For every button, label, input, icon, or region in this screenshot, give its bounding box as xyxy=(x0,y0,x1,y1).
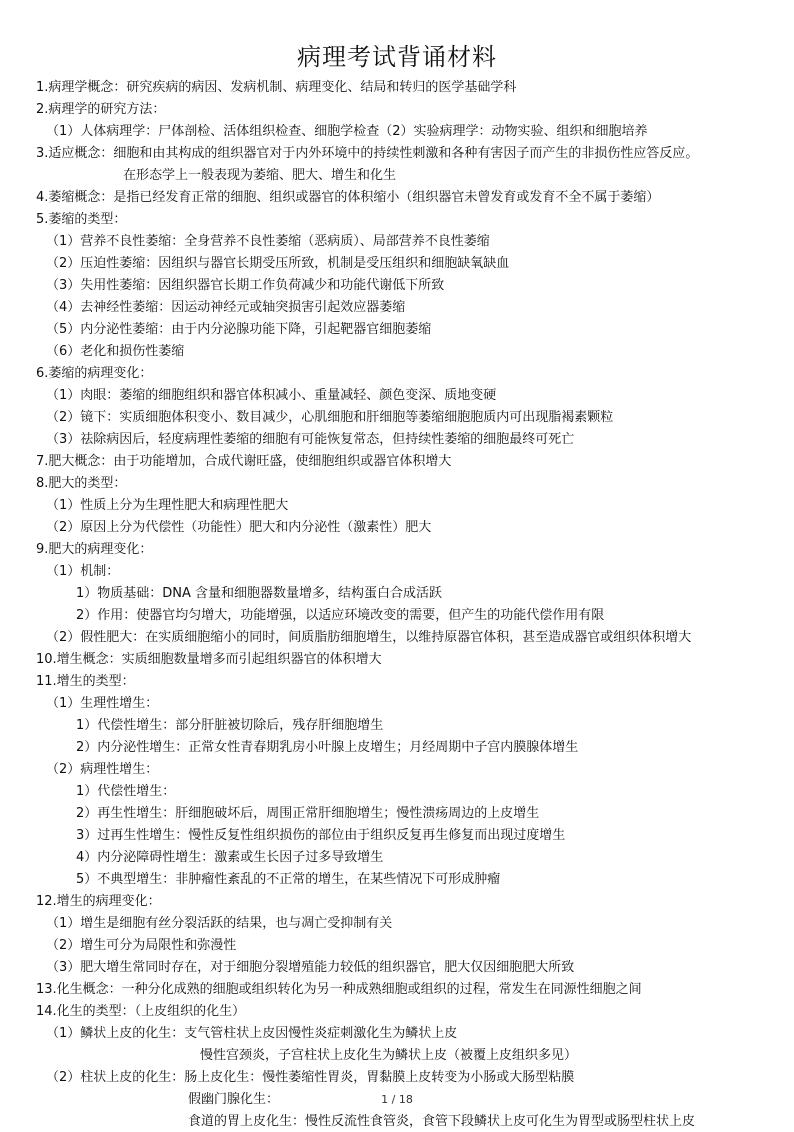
text-line: 在形态学上一般表现为萎缩、肥大、增生和化生 xyxy=(123,168,397,183)
text-line: 2.病理学的研究方法： xyxy=(36,102,166,117)
page-title: 病理考试背诵材料 xyxy=(297,43,497,71)
text-line: （5）内分泌性萎缩：由于内分泌腺功能下降，引起靶器官细胞萎缩 xyxy=(46,322,432,337)
text-line: （1）人体病理学：尸体剖检、活体组织检查、细胞学检查（2）实验病理学：动物实验、组织和细胞培养 xyxy=(46,124,648,139)
text-line: （3）失用性萎缩：因组织器官长期工作负荷减少和功能代谢低下所致 xyxy=(46,278,445,293)
text-line: 1）物质基础：DNA 含量和细胞器数量增多，结构蛋白合成活跃 xyxy=(76,586,443,601)
text-line: （2）假性肥大：在实质细胞缩小的同时，间质脂肪细胞增生，以维持原器官体积，甚至造成器官或组织体积增大 xyxy=(46,630,692,645)
text-line: （1）营养不良性萎缩：全身营养不良性萎缩（恶病质）、局部营养不良性萎缩 xyxy=(46,234,490,249)
text-line: 1）代偿性增生：部分肝脏被切除后，残存肝细胞增生 xyxy=(76,718,384,733)
text-line: （3）肥大增生常同时存在，对于细胞分裂增殖能力较低的组织器官，肥大仅因细胞肥大所致 xyxy=(46,960,575,975)
text-line: 3.适应概念：细胞和由其构成的组织器官对于内外环境中的持续性刺激和各种有害因子而产生的非损伤性应答反应。 xyxy=(36,146,699,161)
text-line: 7.肥大概念：由于功能增加，合成代谢旺盛，使细胞组织或器官体积增大 xyxy=(36,454,452,469)
text-line: （1）生理性增生： xyxy=(46,696,159,711)
text-line: （1）增生是细胞有丝分裂活跃的结果，也与凋亡受抑制有关 xyxy=(46,916,393,931)
text-line: 9.肥大的病理变化： xyxy=(36,542,153,557)
text-line: （3）祛除病因后，轻度病理性萎缩的细胞有可能恢复常态，但持续性萎缩的细胞最终可死亡 xyxy=(46,432,575,447)
text-line: 慢性宫颈炎，子宫柱状上皮化生为鳞状上皮（被覆上皮组织多见） xyxy=(200,1048,578,1063)
text-line: 2）内分泌性增生：正常女性青春期乳房小叶腺上皮增生；月经周期中子宫内膜腺体增生 xyxy=(76,740,579,755)
text-line: 1.病理学概念：研究疾病的病因、发病机制、病理变化、结局和转归的医学基础学科 xyxy=(36,80,517,95)
text-line: （1）肉眼：萎缩的细胞组织和器官体积减小、重量减轻、颜色变深、质地变硬 xyxy=(46,388,497,403)
text-line: 2）再生性增生：肝细胞破坏后，周围正常肝细胞增生；慢性溃疡周边的上皮增生 xyxy=(76,806,540,821)
text-line: （2）增生可分为局限性和弥漫性 xyxy=(46,938,237,953)
page-number: 1 / 18 xyxy=(381,1093,413,1106)
text-line: （2）病理性增生： xyxy=(46,762,159,777)
text-line: （6）老化和损伤性萎缩 xyxy=(46,344,185,359)
text-line: 11.增生的类型： xyxy=(36,674,135,689)
text-line: 14.化生的类型：（上皮组织的化生） xyxy=(36,1004,246,1019)
text-line: 8.肥大的类型： xyxy=(36,476,127,491)
text-line: （2）柱状上皮的化生：肠上皮化生：慢性萎缩性胃炎，胃黏膜上皮转变为小肠或大肠型粘膜 xyxy=(46,1070,575,1085)
text-line: 1）代偿性增生： xyxy=(76,784,176,799)
text-line: 13.化生概念：一种分化成熟的细胞或组织转化为另一种成熟细胞或组织的过程，常发生在同源性细胞之间 xyxy=(36,982,642,997)
text-line: （4）去神经性萎缩：因运动神经元或轴突损害引起效应器萎缩 xyxy=(46,300,406,315)
text-line: （2）压迫性萎缩：因组织与器官长期受压所致，机制是受压组织和细胞缺氧缺血 xyxy=(46,256,510,271)
text-line: （1）性质上分为生理性肥大和病理性肥大 xyxy=(46,498,289,513)
text-line: 12.增生的病理变化： xyxy=(36,894,161,909)
text-line: 食道的胃上皮化生：慢性反流性食管炎，食管下段鳞状上皮可化生为胃型或肠型柱状上皮 xyxy=(188,1114,696,1129)
text-line: 4）内分泌障碍性增生：激素或生长因子过多导致增生 xyxy=(76,850,384,865)
text-line: 5.萎缩的类型： xyxy=(36,212,127,227)
text-line: 假幽门腺化生： xyxy=(188,1092,280,1107)
text-line: 6.萎缩的病理变化： xyxy=(36,366,153,381)
text-line: （1）机制： xyxy=(46,564,120,579)
text-line: 10.增生概念：实质细胞数量增多而引起组织器官的体积增大 xyxy=(36,652,382,667)
text-line: 3）过再生性增生：慢性反复性组织损伤的部位由于组织反复再生修复而出现过度增生 xyxy=(76,828,566,843)
text-line: 5）不典型增生：非肿瘤性紊乱的不正常的增生，在某些情况下可形成肿瘤 xyxy=(76,872,501,887)
text-line: （1）鳞状上皮的化生：支气管柱状上皮因慢性炎症刺激化生为鳞状上皮 xyxy=(46,1026,458,1041)
text-line: 2）作用：使器官均匀增大，功能增强，以适应环境改变的需要，但产生的功能代偿作用有限 xyxy=(76,608,605,623)
text-line: （2）镜下：实质细胞体积变小、数目减少，心肌细胞和肝细胞等萎缩细胞胞质内可出现脂褐素颗粒 xyxy=(46,410,614,425)
text-line: （2）原因上分为代偿性（功能性）肥大和内分泌性（激素性）肥大 xyxy=(46,520,432,535)
text-line: 4.萎缩概念：是指已经发育正常的细胞、组织或器官的体积缩小（组织器官未曾发育或发育不全不属于萎缩） xyxy=(36,190,660,205)
